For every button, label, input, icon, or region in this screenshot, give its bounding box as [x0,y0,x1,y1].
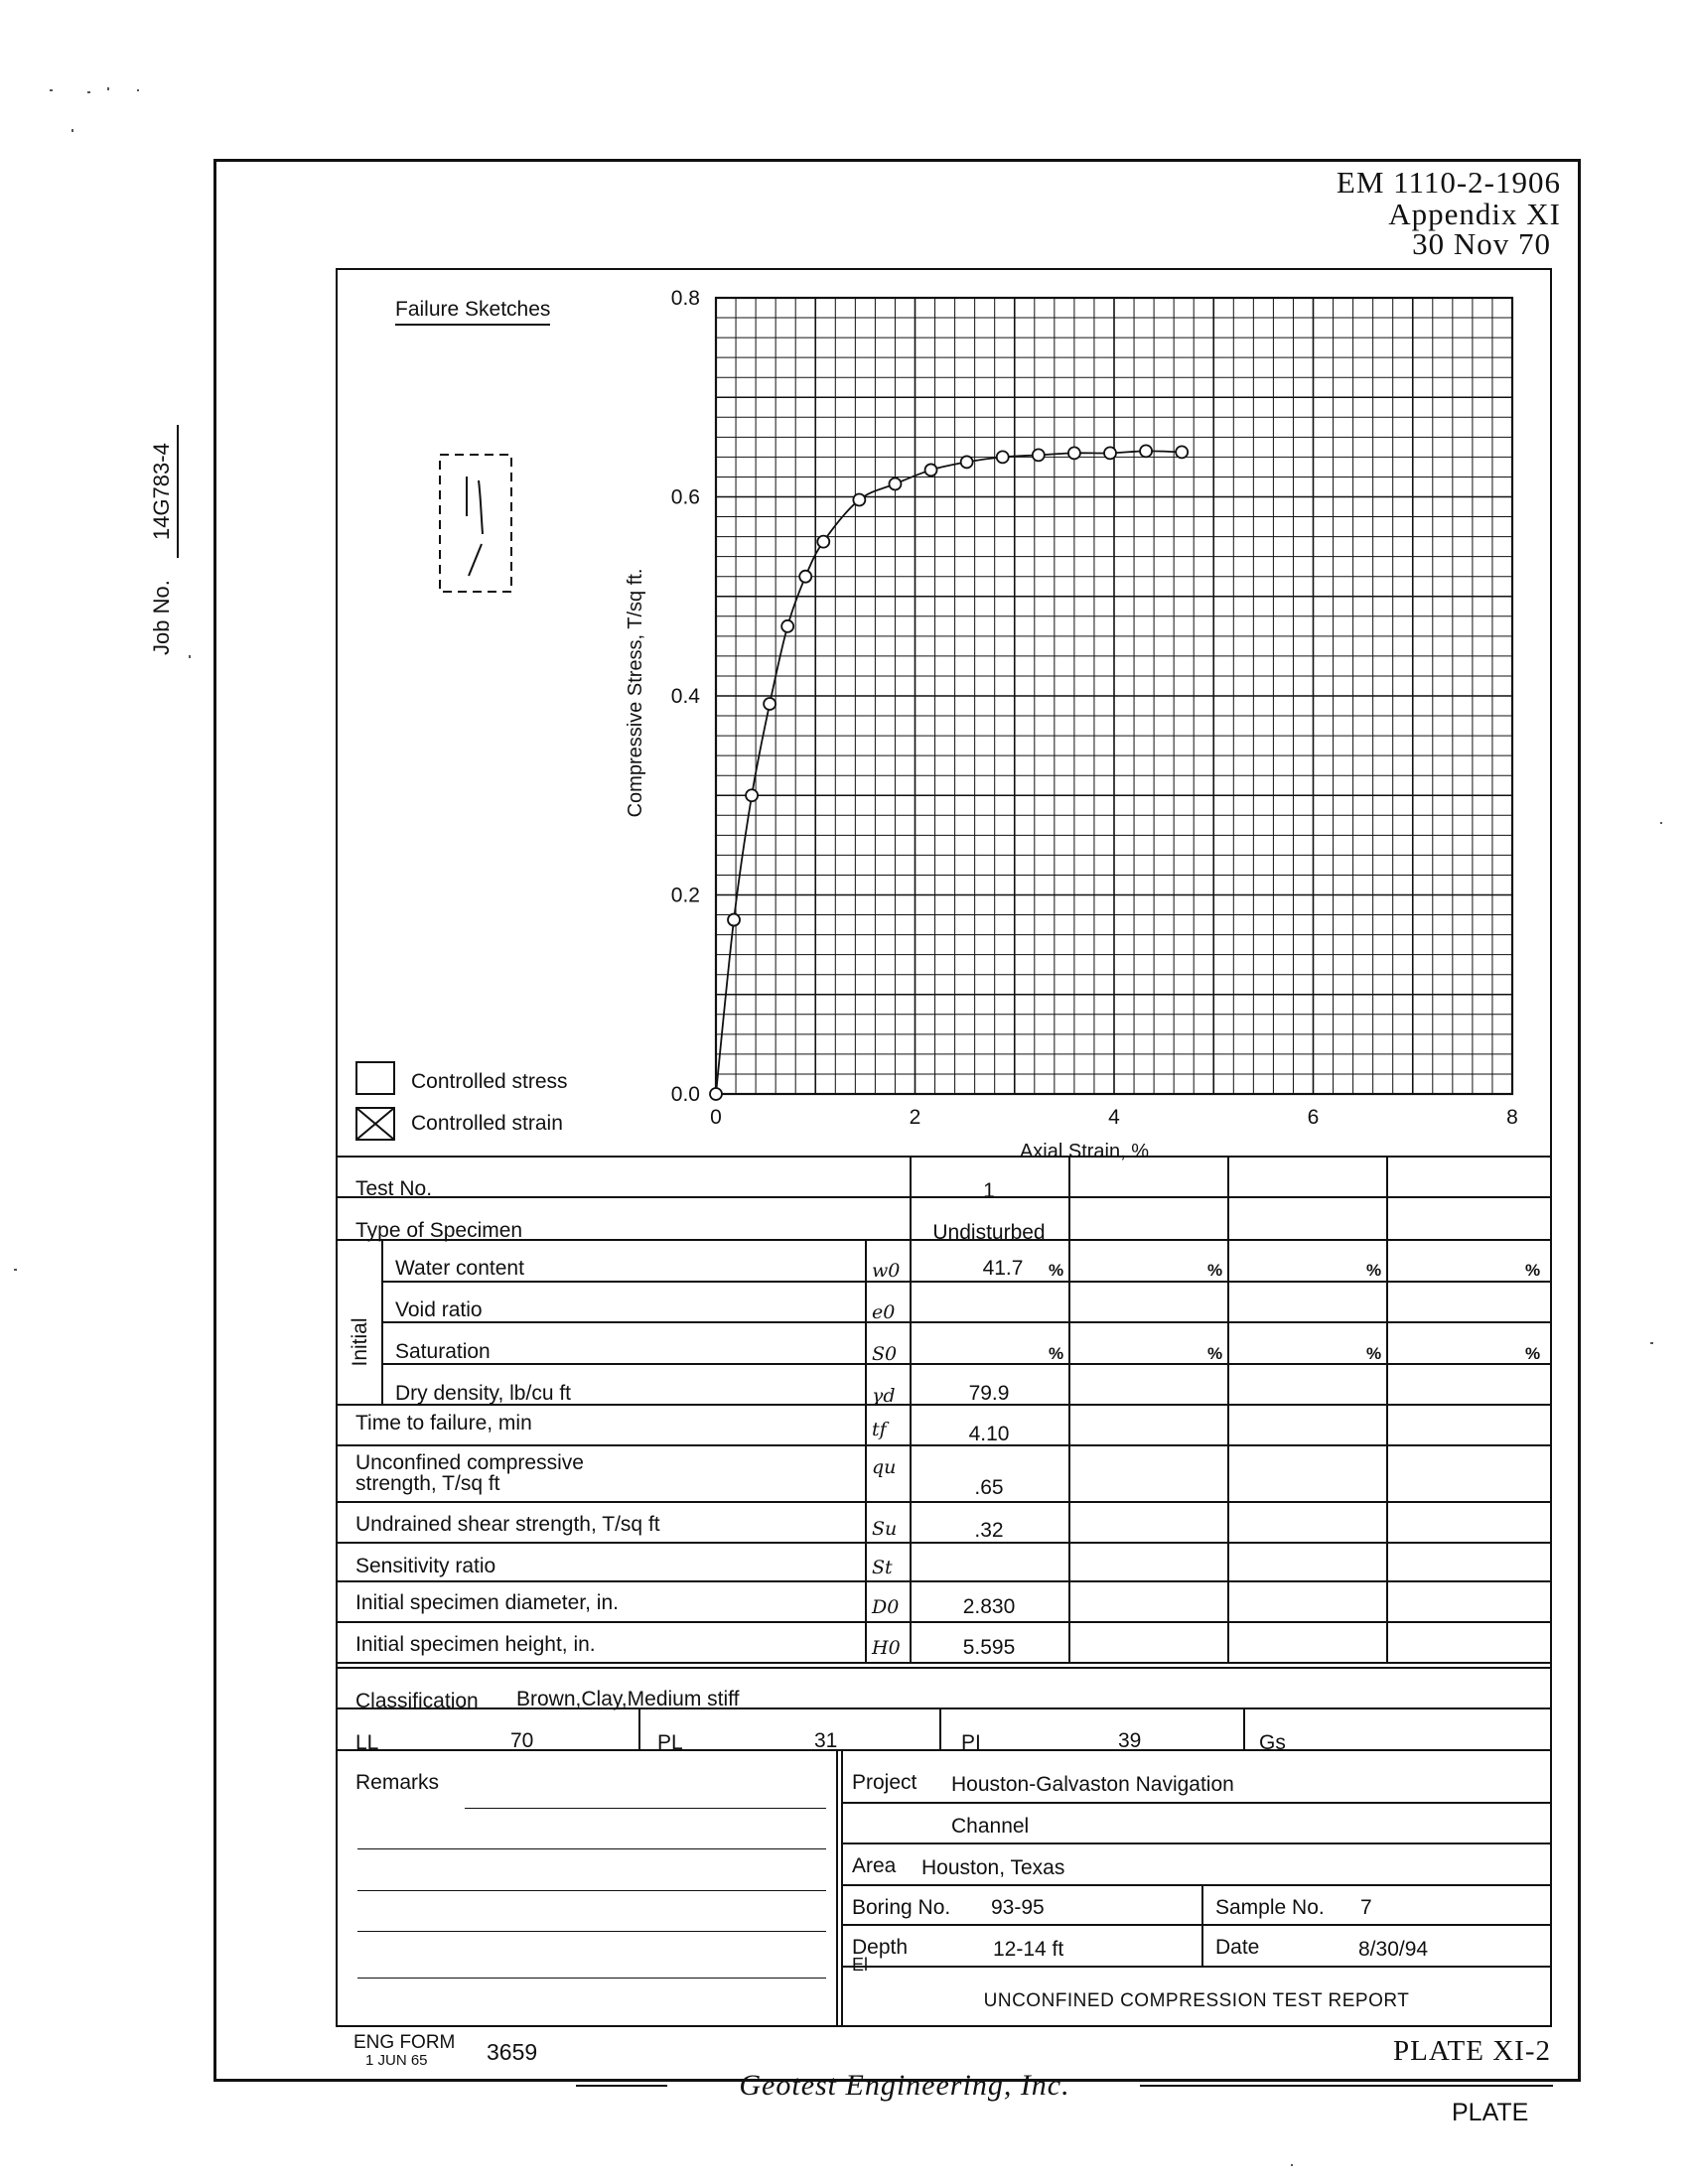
rule [841,1884,1552,1886]
time-to-failure-label: Time to failure, min [355,1412,532,1434]
unconfined-strength-label-1: Unconfined compressive [355,1451,584,1474]
doc-number: EM 1110-2-1906 [1336,165,1561,200]
rule [336,1580,1552,1582]
diameter-label: Initial specimen diameter, in. [355,1591,619,1614]
remarks-label: Remarks [355,1771,440,1794]
company-name: Geotest Engineering, Inc. [739,2069,1070,2102]
rule [841,1749,843,2027]
rule [841,1924,1552,1926]
sensitivity-label: Sensitivity ratio [355,1555,496,1577]
area-value: Houston, Texas [921,1856,1065,1879]
remarks-line [357,1848,826,1849]
percent-sign: % [1049,1261,1064,1280]
report-title: UNCONFINED COMPRESSION TEST REPORT [983,1990,1410,2011]
gs-label: Gs [1259,1731,1286,1754]
y-tick-label: 0.2 [670,884,700,907]
height-1: 5.595 [962,1636,1016,1659]
scan-speck [14,1269,17,1271]
water-content-1: 41.7 [982,1257,1024,1280]
rule [841,1966,1552,1968]
appendix-label: Appendix XI [1388,197,1561,231]
unconfined-strength-label-2: strength, T/sq ft [355,1472,500,1495]
symbol-h0: H0 [872,1637,901,1659]
pl-value: 31 [814,1729,838,1752]
data-point-marker [764,698,776,710]
company-underline-left [576,2085,667,2087]
data-point-marker [1068,447,1080,459]
data-point-marker [889,478,901,489]
saturation-label: Saturation [395,1340,491,1363]
percent-sign: % [1525,1344,1541,1363]
undrained-shear-1: .32 [974,1519,1004,1542]
data-point-marker [1033,449,1045,461]
data-point-marker [728,914,740,926]
date-label: Date [1215,1936,1260,1959]
plate-bottom: PLATE [1452,2099,1529,2126]
rule [381,1281,1552,1283]
y-axis-label: Compressive Stress, T/sq ft. [625,568,646,818]
unconfined-strength-1: .65 [974,1476,1004,1499]
rule [865,1239,867,1662]
rule [336,1621,1552,1623]
rule [836,1749,838,2027]
stress-strain-curve [716,451,1182,1094]
data-point-marker [817,536,829,548]
diameter-1: 2.830 [962,1595,1016,1618]
boring-value: 93-95 [991,1896,1045,1919]
rule [841,1802,1552,1804]
rule [1243,1707,1245,1749]
void-ratio-label: Void ratio [395,1298,483,1321]
classification-label: Classification [355,1690,479,1712]
eng-form-label: ENG FORM [353,2032,456,2053]
initial-group-label: Initial [349,1317,371,1367]
scan-speck [1291,2164,1293,2166]
data-point-marker [853,494,865,506]
controlled-strain-label: Controlled strain [411,1112,563,1135]
percent-sign: % [1207,1261,1223,1280]
remarks-line [357,1931,826,1932]
type-of-specimen-label: Type of Specimen [355,1219,523,1242]
failure-sketches-title: Failure Sketches [395,298,550,326]
plate-label: PLATE XI-2 [1392,2035,1551,2067]
water-content-label: Water content [395,1257,524,1280]
dry-density-1: 79.9 [968,1382,1010,1405]
remarks-line [465,1808,826,1809]
y-tick-label: 0.8 [670,287,700,310]
data-point-marker [781,620,793,632]
remarks-line [357,1978,826,1979]
pi-value: 39 [1118,1729,1142,1752]
data-point-marker [1140,445,1152,457]
x-tick-label: 2 [909,1106,921,1129]
project-line-1: Houston-Galvaston Navigation [951,1773,1234,1796]
date-value: 8/30/94 [1358,1938,1429,1961]
project-line-2: Channel [951,1815,1030,1838]
symbol-w0: w0 [872,1260,901,1282]
form-date: 1 JUN 65 [365,2052,428,2069]
classification-value: Brown,Clay,Medium stiff [516,1688,740,1710]
time-to-failure-1: 4.10 [968,1423,1010,1445]
x-tick-label: 6 [1307,1106,1320,1129]
symbol-st: St [872,1557,893,1578]
depth-value: 12-14 ft [993,1938,1064,1961]
rule [638,1707,640,1749]
sample-label: Sample No. [1215,1896,1325,1919]
area-label: Area [852,1854,897,1877]
x-tick-label: 8 [1506,1106,1518,1129]
percent-sign: % [1366,1261,1382,1280]
rule [1227,1156,1229,1662]
symbol-gamma-d: γd [872,1385,896,1407]
rule [336,1501,1552,1503]
rule [841,1843,1552,1844]
symbol-su: Su [872,1518,898,1540]
el-label: El [852,1955,869,1975]
controlled-stress-label: Controlled stress [411,1070,568,1093]
rule [381,1321,1552,1323]
undrained-shear-label: Undrained shear strength, T/sq ft [355,1513,660,1536]
data-point-marker [710,1088,722,1100]
percent-sign: % [1525,1261,1541,1280]
job-label: Job No. [149,580,174,655]
symbol-tf: tf [872,1419,887,1440]
y-tick-label: 0.6 [670,485,700,509]
scan-speck [1650,1342,1653,1344]
x-tick-label: 0 [710,1106,722,1129]
y-tick-label: 0.4 [670,685,700,708]
rule [1068,1156,1070,1662]
depth-label: Depth [852,1936,909,1959]
percent-sign: % [1049,1344,1064,1363]
percent-sign: % [1366,1344,1382,1363]
x-axis-label: Axial Strain, % [1019,1141,1150,1162]
data-point-marker [961,456,973,468]
ll-label: LL [355,1731,379,1754]
data-point-marker [799,571,811,583]
dry-density-label: Dry density, lb/cu ft [395,1382,572,1405]
symbol-s0: S0 [872,1343,898,1365]
rule [939,1707,941,1749]
symbol-qu: qu [872,1456,897,1478]
data-point-marker [1104,447,1116,459]
symbol-d0: D0 [872,1596,900,1618]
form-number: 3659 [487,2039,538,2065]
rule [336,1662,1552,1664]
header-date: 30 Nov 70 [1412,226,1551,261]
rule [336,1156,1552,1158]
pl-label: PL [657,1731,683,1754]
height-label: Initial specimen height, in. [355,1633,596,1656]
remarks-line [357,1890,826,1891]
ll-value: 70 [510,1729,534,1752]
sample-value: 7 [1360,1896,1372,1919]
data-point-marker [925,464,937,476]
data-point-marker [997,451,1009,463]
y-tick-label: 0.0 [670,1083,700,1106]
data-point-marker [1176,446,1188,458]
job-number: 14G783-4 [149,425,179,558]
rule [336,1667,1552,1669]
project-label: Project [852,1771,917,1794]
boring-label: Boring No. [852,1896,951,1919]
specimen-type-1: Undisturbed [932,1221,1046,1244]
rule [1386,1156,1388,1662]
test-no-1: 1 [983,1179,995,1202]
percent-sign: % [1207,1344,1223,1363]
company-underline-right [1140,2085,1553,2087]
rule [381,1239,383,1404]
test-no-label: Test No. [355,1177,433,1200]
symbol-e0: e0 [872,1301,896,1323]
x-tick-label: 4 [1108,1106,1120,1129]
data-point-marker [746,789,758,801]
pi-label: PI [961,1731,981,1754]
